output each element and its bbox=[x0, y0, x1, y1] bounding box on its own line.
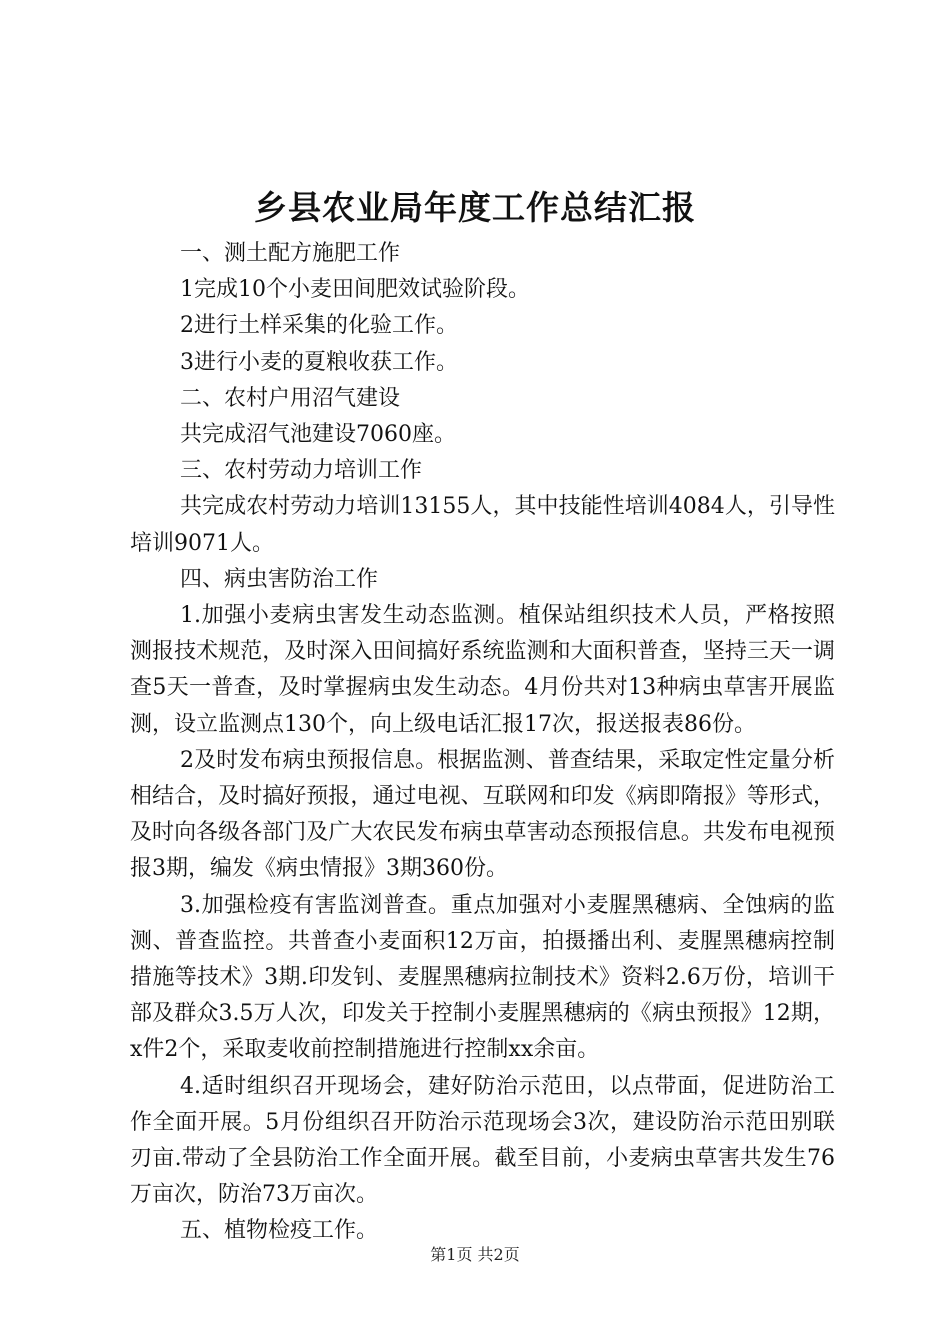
section-heading-4: 四、病虫害防治工作 bbox=[180, 566, 379, 592]
paragraph: 共完成农村劳动力培训13155人，其中技能性培训4084人，引导性培训9071人。 bbox=[130, 494, 835, 556]
paragraph: 3.加强检疫有害监浏普查。重点加强对小麦腥黑穗病、全蚀病的监测、普查监控。共普查小麦面积12万亩，拍摄播出利、麦腥黑穗病控制措施等技术》3期.印发钊、麦腥黑穗病拉制技术》资料2.6万份，培训干部及群众3.5万人次，印发关于控制小麦腥黑穗病的《病虫预报》12期，x件2个，采取麦收前控制措施进行控制xx余亩。 bbox=[130, 892, 835, 1063]
section-heading-5: 五、植物检疫工作。 bbox=[180, 1218, 379, 1244]
list-item: 3进行小麦的夏粮收获工作。 bbox=[180, 349, 458, 375]
list-item: 1完成10个小麦田间肥效试验阶段。 bbox=[180, 277, 530, 303]
page-footer: 第1页 共2页 bbox=[430, 1245, 520, 1264]
paragraph: 共完成沼气池建设7060座。 bbox=[180, 422, 456, 448]
page-title: 乡县农业局年度工作总结汇报 bbox=[254, 188, 696, 227]
section-heading-3: 三、农村劳动力培训工作 bbox=[180, 458, 423, 484]
section-heading-1: 一、测土配方施肥工作 bbox=[180, 241, 401, 266]
paragraph: 1.加强小麦病虫害发生动态监测。植保站组织技术人员，严格按照测报技术规范，及时深入田间搞好系统监测和大面积普查，坚持三天一调查5天一普查，及时掌握病虫发生动态。4月份共对13种病虫草害开展监测，设立监测点130个，向上级电话汇报17次，报送报表86份。 bbox=[130, 603, 835, 737]
paragraph: 4.适时组织召开现场会，建好防治示范田，以点带面，促进防治工作全面开展。5月份组织召开防治示范现场会3次，建设防治示范田别联刃亩.带动了全县防治工作全面开展。截至目前，小麦病虫草害共发生76万亩次，防治73万亩次。 bbox=[130, 1073, 835, 1208]
document-body bbox=[130, 236, 835, 1250]
list-item: 2进行土样采集的化验工作。 bbox=[180, 313, 458, 339]
section-heading-2: 二、农村户用沼气建设 bbox=[180, 385, 401, 411]
paragraph: 2及时发布病虫预报信息。根据监测、普查结果，采取定性定量分析相结合，及时搞好预报，通过电视、互联网和印发《病即隋报》等形式，及时向各级各部门及广大农民发布病虫草害动态预报信息。共发布电视预报3期，编发《病虫情报》3期360份。 bbox=[130, 747, 835, 882]
